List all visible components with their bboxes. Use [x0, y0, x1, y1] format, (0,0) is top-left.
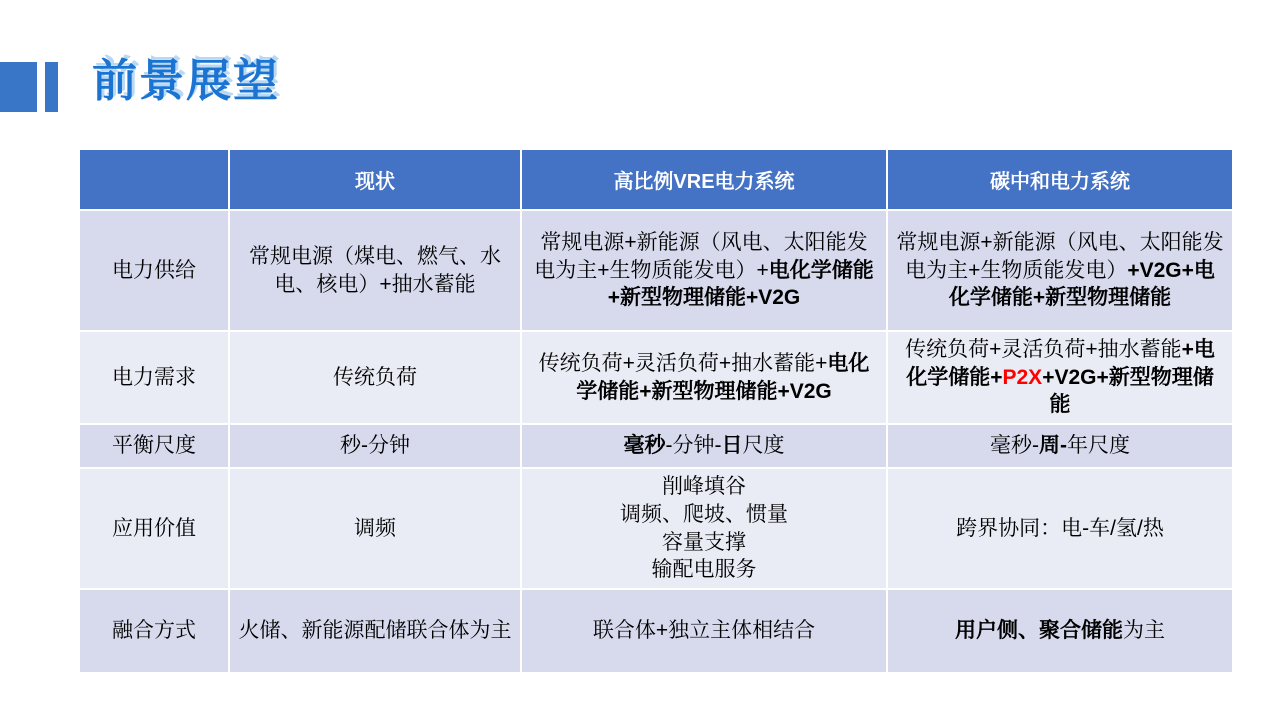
header-row [79, 149, 1233, 210]
page-title: 前景展望 [92, 55, 281, 106]
title-accent-bar [45, 62, 58, 112]
cell-line: 调频 [354, 516, 396, 540]
row-label: 平衡尺度 [79, 424, 229, 468]
row-label: 电力需求 [79, 331, 229, 424]
title-accent-square [0, 62, 37, 112]
cell-line: 传统负荷+灵活负荷+抽水蓄能+电化学储能+新型物理储能+V2G [538, 351, 870, 403]
cell [521, 468, 887, 589]
header-cell-empty [79, 149, 229, 210]
row-label: 应用价值 [79, 468, 229, 589]
cell [521, 589, 887, 673]
cell [887, 424, 1233, 468]
cell-line: 毫秒-分钟-日尺度 [623, 434, 785, 458]
table-row [79, 210, 1233, 331]
cell-line: 调频、爬坡、惯量 [620, 502, 788, 526]
comparison-table [78, 148, 1234, 674]
cell [229, 424, 521, 468]
table-row [79, 468, 1233, 589]
cell [887, 210, 1233, 331]
table-body [79, 210, 1233, 673]
cell-line: 传统负荷+灵活负荷+抽水蓄能+电化学储能+P2X+V2G+新型物理储能 [905, 337, 1215, 417]
cell [521, 210, 887, 331]
cell [229, 210, 521, 331]
table-row [79, 331, 1233, 424]
cell [887, 589, 1233, 673]
cell-line: 用户侧、聚合储能为主 [955, 619, 1165, 643]
cell-line: 容量支撑 [662, 530, 746, 554]
cell [887, 468, 1233, 589]
cell-line: 常规电源（煤电、燃气、水电、核电）+抽水蓄能 [249, 244, 501, 296]
cell-line: 联合体+独立主体相结合 [592, 619, 816, 643]
table-row [79, 589, 1233, 673]
cell-line: 输配电服务 [651, 558, 757, 582]
cell-line: 秒-分钟 [340, 434, 410, 458]
table-row [79, 424, 1233, 468]
cell-line: 常规电源+新能源（风电、太阳能发电为主+生物质能发电）+电化学储能+新型物理储能+V2G [534, 230, 874, 310]
cell [887, 331, 1233, 424]
cell [521, 331, 887, 424]
cell [229, 331, 521, 424]
cell [229, 589, 521, 673]
header-cell-vre: 高比例VRE电力系统 [521, 149, 887, 210]
row-label: 融合方式 [79, 589, 229, 673]
cell-line: 削峰填谷 [662, 474, 746, 498]
cell-line: 毫秒-周-年尺度 [990, 434, 1130, 458]
cell-line: 常规电源+新能源（风电、太阳能发电为主+生物质能发电）+V2G+电化学储能+新型物理储能 [896, 230, 1224, 310]
row-label: 电力供给 [79, 210, 229, 331]
header-cell-carbon-neutral: 碳中和电力系统 [887, 149, 1233, 210]
cell [229, 468, 521, 589]
cell-line: 跨界协同：电-车/氢/热 [956, 516, 1164, 540]
header-cell-current: 现状 [229, 149, 521, 210]
cell [521, 424, 887, 468]
cell-line: 传统负荷 [333, 365, 417, 389]
cell-line: 火储、新能源配储联合体为主 [238, 619, 512, 643]
